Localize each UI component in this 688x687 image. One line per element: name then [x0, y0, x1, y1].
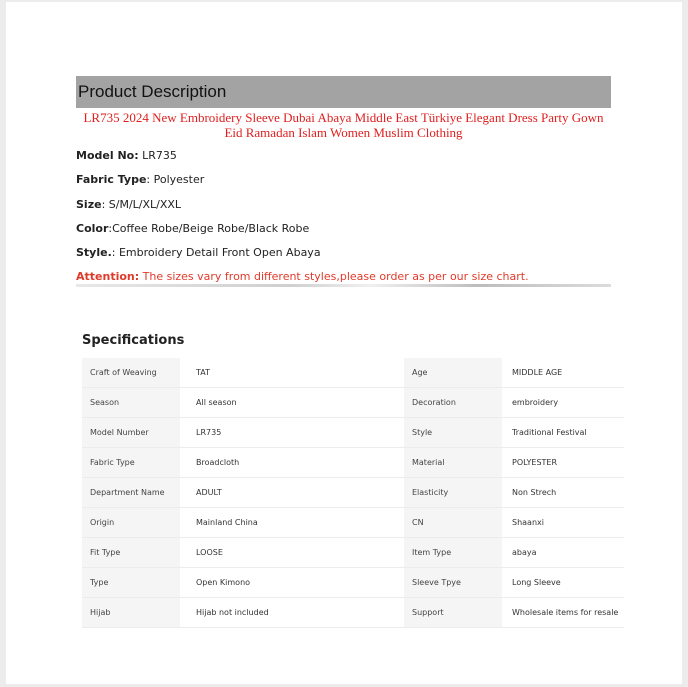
spec-value: LR735	[180, 418, 336, 448]
attention-label: Attention:	[76, 270, 140, 283]
field-value: : Embroidery Detail Front Open Abaya	[111, 246, 321, 259]
spec-value: embroidery	[502, 388, 624, 418]
field-label: Size	[76, 198, 102, 211]
spec-key: Season	[82, 388, 180, 418]
spec-key: Fabric Type	[82, 448, 180, 478]
spec-value: Wholesale items for resale	[502, 598, 624, 628]
spec-row	[82, 538, 624, 568]
spec-key: Decoration	[404, 388, 502, 418]
spec-key: Department Name	[82, 478, 180, 508]
spec-value: LOOSE	[180, 538, 336, 568]
spec-value: Traditional Festival	[502, 418, 624, 448]
spec-key: Elasticity	[404, 478, 502, 508]
spec-key: CN	[404, 508, 502, 538]
spec-row	[82, 448, 624, 478]
spec-row	[82, 508, 624, 538]
specifications-heading: Specifications	[82, 333, 185, 348]
spec-gap	[336, 568, 404, 598]
spec-value: ADULT	[180, 478, 336, 508]
spec-key: Hijab	[82, 598, 180, 628]
spec-key: Sleeve Tpye	[404, 568, 502, 598]
spec-value: Broadcloth	[180, 448, 336, 478]
divider-strip	[76, 284, 611, 287]
field-value: LR735	[138, 149, 177, 162]
spec-key: Material	[404, 448, 502, 478]
spec-value: abaya	[502, 538, 624, 568]
field-color	[76, 222, 309, 235]
spec-value: Hijab not included	[180, 598, 336, 628]
spec-key: Model Number	[82, 418, 180, 448]
spec-key: Type	[82, 568, 180, 598]
spec-value: All season	[180, 388, 336, 418]
spec-key: Style	[404, 418, 502, 448]
spec-value: Long Sleeve	[502, 568, 624, 598]
field-model-no	[76, 149, 177, 162]
spec-row	[82, 418, 624, 448]
spec-value: Mainland China	[180, 508, 336, 538]
spec-gap	[336, 478, 404, 508]
description-heading: Product Description	[78, 82, 227, 101]
field-label: Style.	[76, 246, 112, 259]
spec-gap	[336, 508, 404, 538]
spec-value: POLYESTER	[502, 448, 624, 478]
field-value: :Coffee Robe/Beige Robe/Black Robe	[108, 222, 310, 235]
attention-note	[76, 270, 529, 283]
field-value: : S/M/L/XL/XXL	[101, 198, 182, 211]
spec-key: Age	[404, 358, 502, 388]
spec-gap	[336, 448, 404, 478]
spec-gap	[336, 538, 404, 568]
spec-value: Non Strech	[502, 478, 624, 508]
attention-text: The sizes vary from different styles,please order as per our size chart.	[139, 270, 529, 283]
field-label: Color	[76, 222, 109, 235]
spec-key: Support	[404, 598, 502, 628]
field-size	[76, 198, 181, 211]
specifications-table	[82, 358, 624, 628]
spec-gap	[336, 388, 404, 418]
spec-value: MIDDLE AGE	[502, 358, 624, 388]
field-fabric-type	[76, 173, 204, 186]
spec-value: TAT	[180, 358, 336, 388]
spec-gap	[336, 358, 404, 388]
spec-gap	[336, 598, 404, 628]
spec-value: Open Kimono	[180, 568, 336, 598]
spec-value: Shaanxi	[502, 508, 624, 538]
field-value: : Polyester	[146, 173, 205, 186]
spec-gap	[336, 418, 404, 448]
spec-key: Craft of Weaving	[82, 358, 180, 388]
spec-key: Item Type	[404, 538, 502, 568]
field-label: Fabric Type	[76, 173, 147, 186]
field-label: Model No:	[76, 149, 139, 162]
spec-row	[82, 478, 624, 508]
description-header-bar	[76, 76, 611, 108]
spec-row	[82, 388, 624, 418]
spec-row	[82, 358, 624, 388]
spec-key: Fit Type	[82, 538, 180, 568]
spec-key: Origin	[82, 508, 180, 538]
spec-row	[82, 598, 624, 628]
field-style	[76, 246, 321, 259]
product-title: LR735 2024 New Embroidery Sleeve Dubai Abaya Middle East Türkiye Elegant Dress Party Gown Eid Ramadan Islam Women Muslim Clothing	[83, 110, 604, 140]
spec-row	[82, 568, 624, 598]
